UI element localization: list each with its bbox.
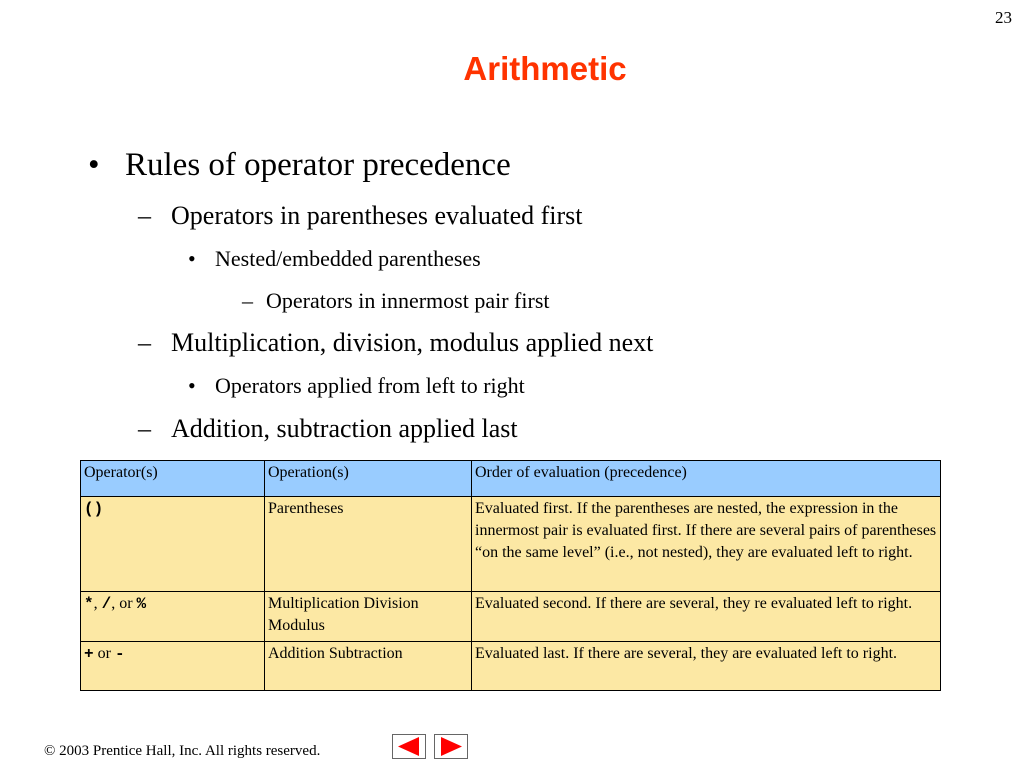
dash-marker: – <box>242 288 253 313</box>
bullet-text: Nested/embedded parentheses <box>215 246 481 271</box>
next-slide-button[interactable] <box>434 734 468 759</box>
bullet-marker: • <box>188 373 196 398</box>
operator-separator: or <box>93 645 115 662</box>
bullet-level3 <box>188 373 525 399</box>
bullet-level2 <box>138 201 583 231</box>
order-cell: Evaluated second. If there are several, they re evaluated left to right. <box>472 592 941 642</box>
bullet-text: Operators in parentheses evaluated first <box>171 201 583 230</box>
operator-cell <box>81 642 265 691</box>
table-row <box>81 592 941 642</box>
precedence-table <box>80 460 941 691</box>
dash-marker: – <box>138 414 151 443</box>
operator-cell <box>81 497 265 592</box>
slide-number: 23 <box>995 8 1012 27</box>
operator-symbol: - <box>114 645 125 663</box>
dash-marker: – <box>138 201 151 230</box>
bullet-text: Rules of operator precedence <box>125 147 511 183</box>
dash-marker: – <box>138 328 151 357</box>
operation-cell: Multiplication Division Modulus <box>265 592 472 642</box>
order-cell: Evaluated first. If the parentheses are nested, the expression in the innermost pair is evaluated first. If there are several pairs of parentheses “on the same level” (i.e., not nested), they are evaluated left to right. <box>472 497 941 592</box>
bullet-text: Operators in innermost pair first <box>266 288 550 313</box>
bullet-text: Operators applied from left to right <box>215 373 525 398</box>
bullet-marker: • <box>88 147 100 183</box>
operation-cell: Parentheses <box>265 497 472 592</box>
bullet-level1 <box>88 147 511 184</box>
operator-symbol: * <box>84 595 94 613</box>
triangle-right-icon <box>434 734 468 759</box>
table-header-row <box>81 461 941 497</box>
copyright-footer: © 2003 Prentice Hall, Inc. All rights reserved. <box>44 743 321 759</box>
operator-symbol: () <box>84 500 104 518</box>
operator-separator: , <box>93 595 102 612</box>
bullet-level2 <box>138 414 518 444</box>
previous-slide-button[interactable] <box>392 734 426 759</box>
table-row <box>81 497 941 592</box>
bullet-level3 <box>188 246 481 272</box>
bullet-marker: • <box>188 246 196 271</box>
bullet-text: Addition, subtraction applied last <box>171 414 518 443</box>
operator-cell <box>81 592 265 642</box>
slide-title: Arithmetic <box>463 50 627 87</box>
triangle-left-icon <box>392 734 426 759</box>
bullet-level2 <box>138 328 653 358</box>
header-operations: Operation(s) <box>265 461 472 497</box>
header-order: Order of evaluation (precedence) <box>472 461 941 497</box>
operator-separator: , or <box>111 595 137 612</box>
operator-symbol: / <box>101 595 112 613</box>
bullet-level4 <box>242 288 550 314</box>
operator-symbol: % <box>136 595 147 613</box>
bullet-text: Multiplication, division, modulus applied next <box>171 328 654 357</box>
header-operators: Operator(s) <box>81 461 265 497</box>
operator-symbol: + <box>84 645 94 663</box>
order-cell: Evaluated last. If there are several, they are evaluated left to right. <box>472 642 941 691</box>
operation-cell: Addition Subtraction <box>265 642 472 691</box>
table-row <box>81 642 941 691</box>
